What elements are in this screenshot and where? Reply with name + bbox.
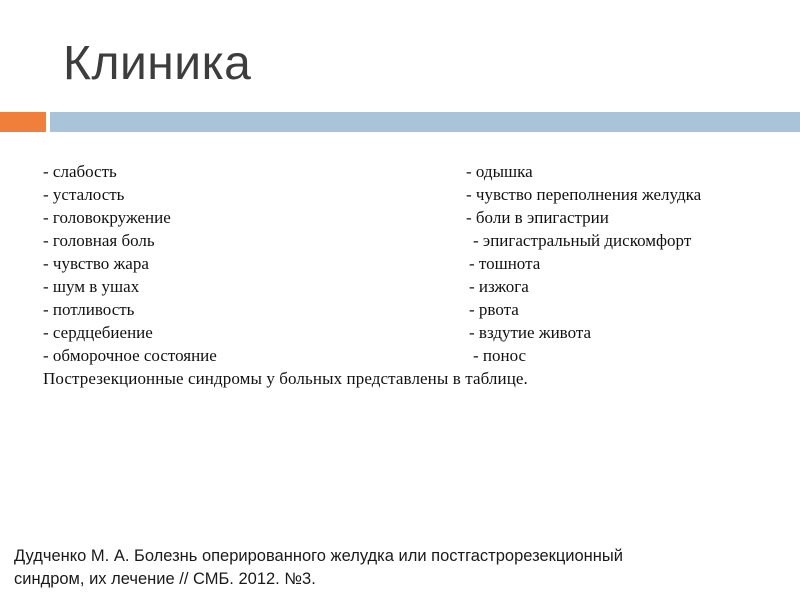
symptom-row [43,160,763,183]
symptom-left-item: - сердцебиение [43,323,153,342]
accent-bar-orange [0,112,46,132]
symptom-right-item: - вздутие живота [469,323,592,342]
symptom-left-item: - головная боль [43,231,155,250]
symptom-left-item: - головокружение [43,208,171,227]
symptom-row [43,252,763,275]
symptom-left-item: - слабость [43,162,117,181]
symptom-list-image [43,160,763,390]
summary-line: Пострезекционные синдромы у больных представлены в таблице. [43,369,528,388]
symptom-row [43,344,763,367]
citation-line: синдром, их лечение // СМБ. 2012. №3. [14,570,316,588]
symptom-right-item: - изжога [469,277,529,296]
symptom-row [43,229,763,252]
symptom-right-item: - рвота [469,300,519,319]
symptom-left-item: - усталость [43,185,125,204]
symptom-left-item: - чувство жара [43,254,149,273]
symptom-left-item: - потливость [43,300,135,319]
citation-line: Дудченко М. А. Болезнь оперированного желудка или постгастрорезекционный [14,547,623,565]
symptom-right-item: - понос [473,346,527,365]
symptom-left-item: - обморочное состояние [43,346,217,365]
symptom-row [43,183,763,206]
symptom-right-item: - тошнота [469,254,541,273]
symptom-row [43,298,763,321]
symptom-right-item: - чувство переполнения желудка [466,185,702,204]
citation [14,545,774,591]
symptom-right-item: - эпигастральный дискомфорт [473,231,692,250]
symptom-left-item: - шум в ушах [43,277,140,296]
slide-title: Клиника [63,37,252,90]
symptom-row [43,321,763,344]
symptom-right-item: - боли в эпигастрии [466,208,609,227]
symptom-row [43,206,763,229]
accent-bar-blue [50,112,800,132]
title-accent-bar [0,112,800,132]
symptom-right-item: - одышка [466,162,533,181]
symptom-row [43,275,763,298]
